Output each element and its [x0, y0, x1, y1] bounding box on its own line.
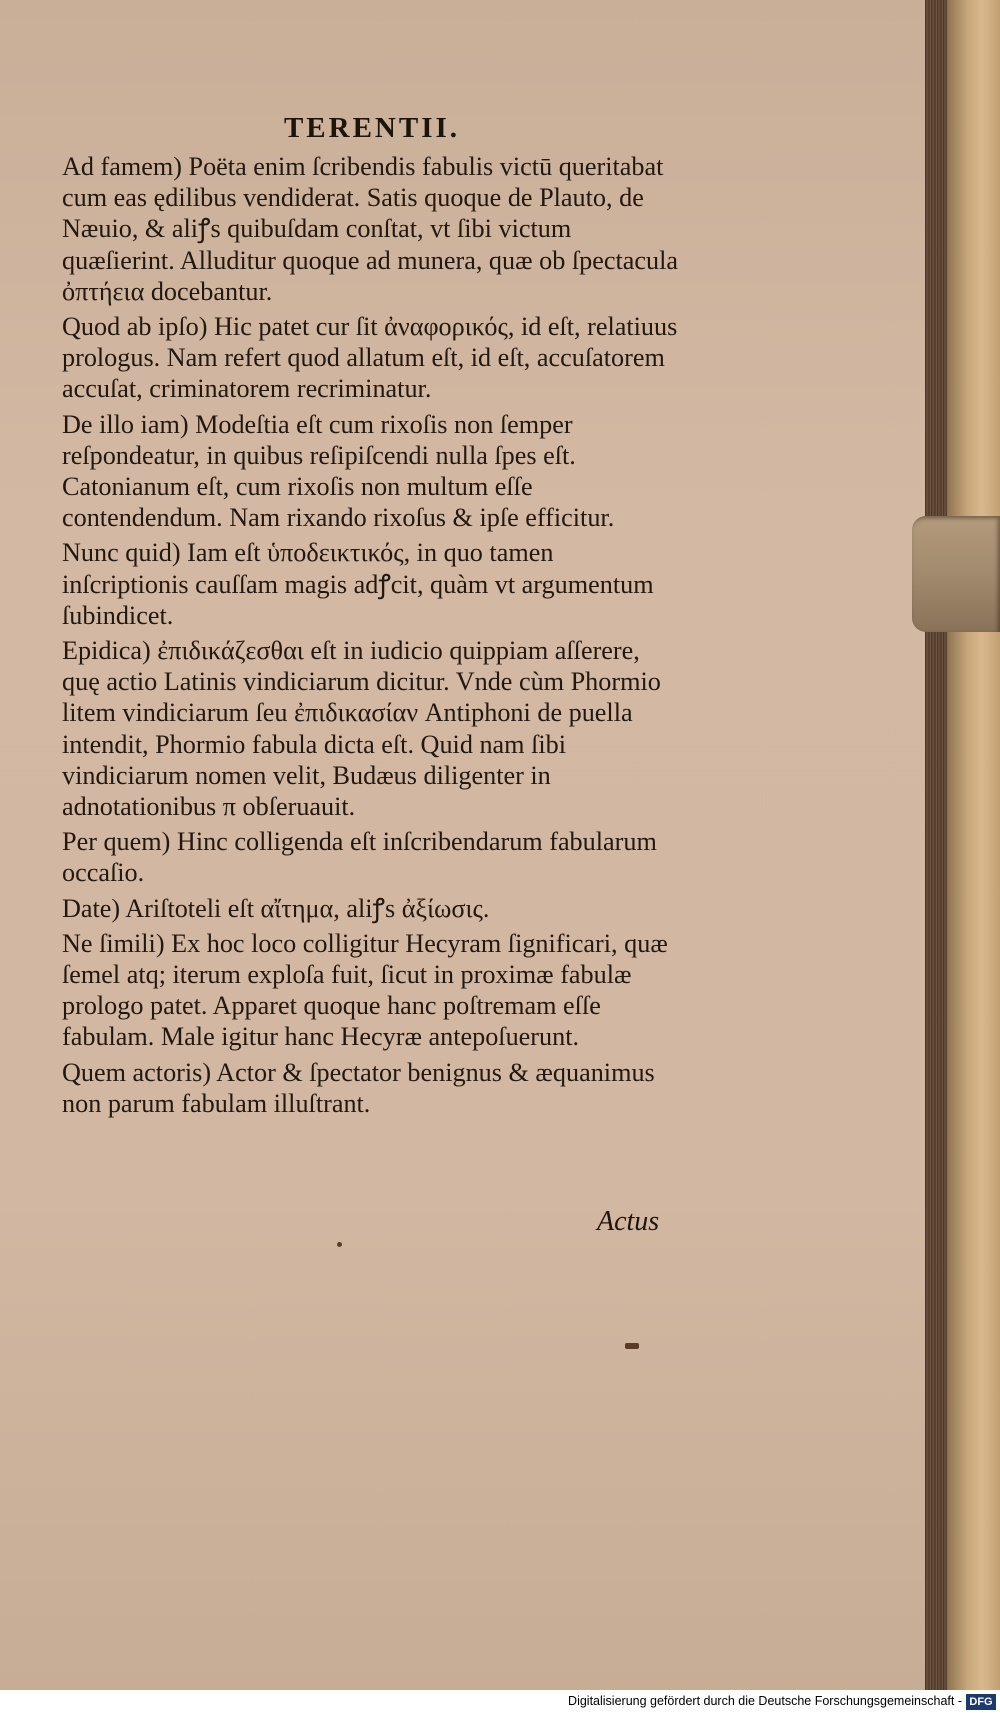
commentary-paragraph: De illo iam) Modeſtia eſt cum rixoſis non ſemper reſpondeatur, in quibus reſipiſcendi nulla ſpes eſt. Catonianum eſt, cum rixoſis non multum eſſe contendendum. Nam rixando rixoſus & ipſe efficitur.: [62, 409, 615, 533]
page-edges: [925, 0, 947, 1690]
dfg-logo: DFG: [966, 1694, 996, 1710]
commentary-paragraph: Epidica) ἐπιδικάζεσθαι eſt in iudicio quippiam aſſerere, quę actio Latinis vindiciarum dicitur. Vnde cùm Phormio litem vindiciarum ſeu ἐπιδικασίαν Antiphoni de puella intendit, Phormio fabula dicta eſt. Quid nam ſibi vindiciarum nomen velit, Budæus diligenter in adnotationibus π obſeruauit.: [62, 636, 661, 822]
commentary-paragraph: Nunc quid) Iam eſt ὑποδεικτικός, in quo tamen inſcriptionis cauſſam magis adꝭcit, quàm vt argumentum ſubindicet.: [62, 538, 654, 630]
catchword: Actus: [597, 1206, 660, 1237]
book-binding: [947, 0, 1000, 1690]
commentary-paragraph: Date) Ariſtoteli eſt αἴτημα, aliꝭs ἀξίωσις.: [62, 893, 490, 923]
commentary-paragraph: Quem actoris) Actor & ſpectator benignus & æquanimus non parum fabulam illuſtrant.: [62, 1057, 655, 1118]
commentary-paragraph: Ad famem) Poëta enim ſcribendis fabulis victū queritabat cum eas ędilibus vendiderat. Satis quoque de Plauto, de Næuio, & aliꝭs quibuſdam conſtat, vt ſibi victum quæſierint. Alluditur quoque ad munera, quæ ob ſpectacula ὀπτήεια docebantur.: [62, 152, 678, 306]
commentary-paragraph: Per quem) Hinc colligenda eſt inſcribendarum fabularum occaſio.: [62, 827, 657, 888]
ink-blot: [337, 1242, 342, 1247]
commentary-paragraph: Quod ab ipſo) Hic patet cur ſit ἀναφορικός, id eſt, relatiuus prologus. Nam refert quod allatum eſt, id eſt, accuſatorem accuſat, criminatorem recriminatur.: [62, 312, 678, 404]
running-head: TERENTII.: [283, 112, 461, 144]
book-clasp: [912, 516, 1000, 632]
text-block: [62, 112, 682, 1119]
footer-bar: [0, 1690, 1000, 1715]
ink-blot: [625, 1343, 639, 1349]
funding-note: Digitalisierung gefördert durch die Deutsche Forschungsgemeinschaft -: [568, 1694, 962, 1708]
commentary-paragraph: Ne ſimili) Ex hoc loco colligitur Hecyram ſignificari, quæ ſemel atq; iterum exploſa fuit, ſicut in proximæ fabulæ prologo patet. Apparet quoque hanc poſtremam eſſe fabulam. Male igitur hanc Hecyræ antepoſuerunt.: [62, 928, 668, 1052]
